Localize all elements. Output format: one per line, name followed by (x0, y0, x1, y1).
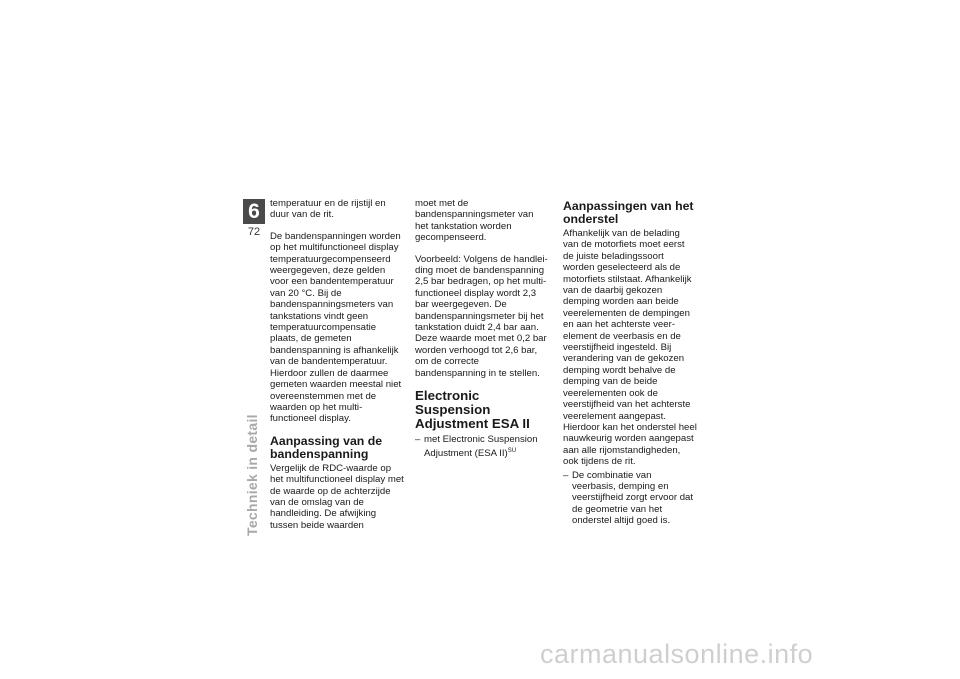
page-number: 72 (247, 226, 261, 238)
list-item-text: met Electronic Suspension Adjustment (ESA II) (424, 434, 538, 459)
paragraph: temperatuur en de rijstijl en duur van de rit. (270, 198, 386, 221)
section-heading: Electronic Suspension Adjustment ESA II (415, 388, 530, 432)
dash-bullet: – (563, 469, 569, 481)
paragraph: moet met de bandenspanningsmeter van het tankstation worden gecompenseerd. (415, 198, 534, 244)
paragraph: Afhankelijk van de belading van de motorfiets moet eerst de juiste beladingssoort worden geselecteerd als de motorfiets stilstaat. Afhankelijk van de daarbij gekozen demping worden aan beide veerelementen de dempingen en aan het achterste veerelement de veerbasis en de veerstijfheid ingesteld. Bij verandering van de gekozen demping wordt behalve de demping van de beide veerelementen ook de veerstijfheid van het achterste veerelement aangepast. Hierdoor kan het onderstel heel nauwkeurig worden aangepast aan alle rijomstandigheden, ook tijdens de rit. (563, 228, 697, 468)
list-item (563, 470, 697, 527)
bullet-list (563, 470, 697, 527)
bullet-list (415, 434, 549, 459)
list-item-text: De combinatie van veerbasis, demping en veerstijfheid zorgt ervoor dat de geometrie van het onderstel altijd goed is. (572, 469, 694, 527)
watermark: carmanualsonline.info (540, 639, 814, 669)
column-2 (415, 198, 549, 459)
paragraph: Vergelijk de RDC-waarde op het multifunctioneel display met de waarde op de achterzijde van de omslag van de handleiding. De afwijking tussen beide waarden (270, 462, 404, 531)
chapter-tab (243, 199, 265, 224)
section-title-vertical (243, 388, 265, 536)
dash-bullet: – (415, 434, 421, 446)
section-heading: Aanpassingen van het onderstel (563, 199, 694, 226)
column-3 (563, 198, 697, 527)
list-item (415, 434, 549, 459)
section-heading: Aanpassing van de bandenspanning (270, 433, 383, 461)
chapter-number: 6 (248, 200, 260, 223)
column-1 (270, 198, 404, 541)
section-title: Techniek in detail (244, 414, 260, 536)
paragraph: De bandenspanningen worden op het multifunctioneel display temperatuurgecompenseerd weergegeven, deze gelden voor een bandentemperatuur van 20 °C. Bij de bandenspanningsmeters van tankstations vindt geen temperatuurcompensatie plaats, de gemeten bandenspanning is afhankelijk van de bandentemperatuur. Hierdoor zullen de daarmee gemeten waarden meestal niet overeenstemmen met de waarden op het multifunctioneel display. (270, 230, 402, 425)
paragraph: Voorbeeld: Volgens de handleiding moet de bandenspanning 2,5 bar bedragen, op het multifunctioneel display wordt 2,3 bar weergegeven. De bandenspanningsmeter bij het tankstation duidt 2,4 bar aan. Deze waarde moet met 0,2 bar worden verhoogd tot 2,6 bar, om de correcte bandenspanning in te stellen. (415, 253, 548, 379)
equipment-code: SU (507, 447, 517, 454)
